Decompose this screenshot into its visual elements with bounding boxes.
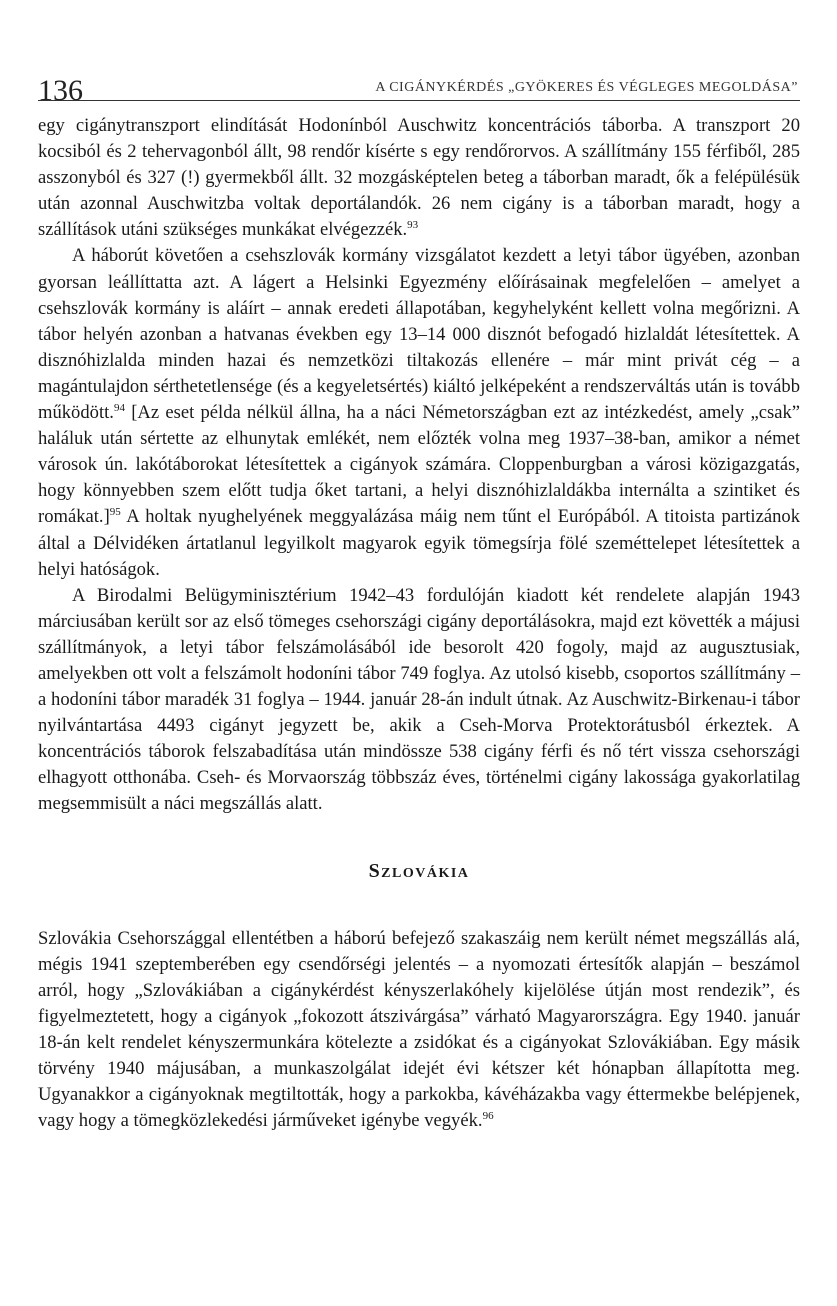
paragraph-text: Szlovákia Csehországgal ellentétben a háború befejező szakaszáig nem került német megszállás alá, mégis 1941 szeptemberében egy csendőrségi jelentés – a nyomozati értesítők alapján – beszámol arról, hogy „Szlovákiában a cigánykérdést kényszerlakóhely kijelölése útján most rendezik”, és figyelmeztetett, hogy a cigányok „fokozott átszivárgása” várható Magyarországra. Egy 1940. január 18-án kelt rendelet kényszermunkára kötelezte a zsidókat és a cigányokat Szlovákiában. Egy másik törvény 1940 májusában, a munkaszolgálat idejét évi kétszer két hónapban állapította meg. Ugyanakkor a cigányoknak megtiltották, hogy a parkokba, kávéházakba vagy éttermekbe belépjenek, vagy hogy a tömegközlekedési járműveket igénybe vegyék.: [38, 927, 800, 1132]
footnote-ref: 93: [407, 219, 419, 232]
page-number: 136: [38, 74, 83, 107]
paragraph-2: [38, 243, 800, 582]
section-paragraph: [38, 926, 800, 1135]
paragraph-text: egy cigánytranszport elindítását Hodonínból Auschwitz koncentrációs táborba. A transzport 20 kocsiból és 2 tehervagonból állt, 98 rendőr kísérte s egy rendőrorvos. A szállítmány 155 férfiből, 285 asszonyból és 327 (!) gyermekből állt. 32 mozgásképtelen beteg a táborban maradt, ők a felépülésük után azonnal Auschwitzba voltak deportálandók. 26 nem cigány is a táborban maradt, hogy a szállítások utáni szükséges munkákat elvégezzék.: [38, 115, 800, 241]
paragraph-3: [38, 583, 800, 818]
body-text: [38, 113, 800, 1134]
section-title: Szlovákia: [368, 859, 470, 882]
paragraph-text: [Az eset példa nélkül állna, ha a náci Németországban ezt az intézkedést, amely „csak” haláluk után sértette az elhunytak emlékét, nem előzték volna meg 1937–38-ban, amikor a német városok ún. lakótáborokat létesítettek a cigányok számára. Cloppenburgban a városi közigazgatás, hogy könnyebben szem előtt tudja őket tartani, a helyi disznóhizlaldákba internálta a szintiket és romákat.]: [38, 402, 800, 528]
running-title: A CIGÁNYKÉRDÉS „GYÖKERES ÉS VÉGLEGES MEGOLDÁSA”: [375, 80, 798, 95]
paragraph-1: [38, 113, 800, 243]
paragraph-text: A holtak nyughelyének meggyalázása máig nem tűnt el Európából. A titoista partizánok által a Délvidéken ártatlanul legyilkolt magyarok egyik tömegsírja fölé szeméttelepet létesítettek a helyi hatóságok.: [38, 506, 800, 580]
footnote-ref: 96: [482, 1110, 494, 1123]
paragraph-text: A háborút követően a csehszlovák kormány vizsgálatot kezdett a letyi tábor ügyében, azonban gyorsan leállíttatta azt. A lágert a Helsinki Egyezmény előírásainak megfelelően – amelyet a csehszlovák kormány is aláírt – annak eredeti állapotában, kegyhelyként kellett volna megőrizni. A tábor helyén azonban a hatvanas években egy 13–14 000 disznót befogadó hizlaldát létesítettek. A disznóhizlalda minden hazai és nemzetközi tiltakozás ellenére – már mint privát cég – a magántulajdon sérthetetlensége (és a kegyeletsértés) kiáltó jelképeként a rendszerváltás után is tovább működött.: [38, 245, 800, 424]
footnote-ref: 95: [109, 506, 121, 519]
page-header: [38, 60, 800, 107]
paragraph-text: A Birodalmi Belügyminisztérium 1942–43 fordulóján kiadott két rendelete alapján 1943 márciusában került sor az első tömeges csehországi cigány deportálásokra, majd ezt követték a májusi szállítmányok, a letyi tábor felszámolásából ide besorolt 420 fogoly, majd az augusztusiak, amelyekben ott volt a felszámolt hodoníni tábor 749 foglya. Az utolsó kisebb, csoportos szállítmány – a hodoníni tábor maradék 31 foglya – 1944. január 28-án indult útnak. Az Auschwitz-Birkenau-i tábor nyilvántartása 4493 cigányt jegyzett be, akik a Cseh-Morva Protektorátusból érkeztek. A koncentrációs táborok felszabadítása után mindössze 538 cigány férfi és nő tért vissza csehországi elhagyott otthonába. Cseh- és Morvaország többszáz éves, történelmi cigány lakossága gyakorlatilag megsemmisült a náci megszállás alatt.: [38, 584, 800, 815]
footnote-ref: 94: [113, 401, 125, 414]
